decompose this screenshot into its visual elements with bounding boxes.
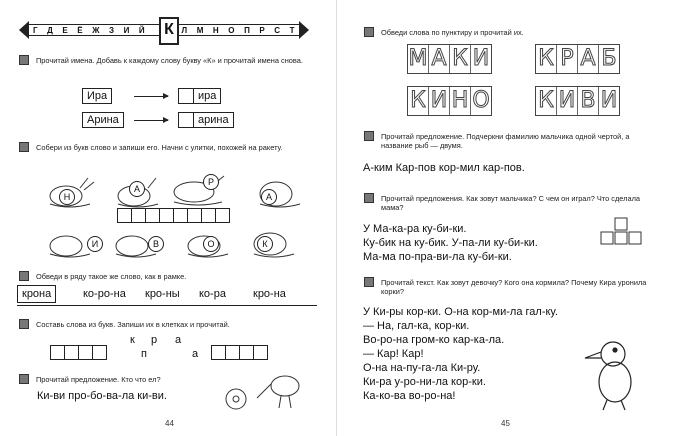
framed-word: крона <box>17 285 56 303</box>
task-text: Прочитай предложение. Подчеркни фамилию мальчика одной чертой, а название рыб — двумя. <box>381 132 630 150</box>
sentence: Ки-ви про-бо-ва-ла ки-ви. <box>37 390 167 402</box>
crow-icon <box>577 336 641 414</box>
word-target: арина <box>178 112 234 128</box>
letter: р <box>151 334 158 346</box>
highlighted-letter: К <box>159 17 179 45</box>
task-text: Обведи слова по пунктиру и прочитай их. <box>381 28 524 37</box>
answer-cells <box>211 345 267 360</box>
task-bullet-icon <box>364 193 374 203</box>
text-line: Ма-ма по-пра-ви-ла ку-би-ки. <box>363 251 512 263</box>
letter-cell[interactable] <box>92 345 107 360</box>
task-bullet-icon <box>19 142 29 152</box>
choice-word[interactable]: ко-ро-на <box>83 288 126 300</box>
task-bullet-icon <box>364 27 374 37</box>
answer-cells <box>50 345 106 360</box>
sentence: А-ким Кар-пов кор-мил кар-пов. <box>363 162 525 174</box>
letter-cell[interactable] <box>215 208 230 223</box>
task-text: Прочитай предложения. Как зовут мальчика? С чем он играл? Что сделала мама? <box>381 194 640 212</box>
text-line: — Кар! Кар! <box>363 348 424 360</box>
text-line: — На, гал-ка, кор-ки. <box>363 320 470 332</box>
alphabet-letter: Е <box>62 25 69 35</box>
letter: п <box>141 348 147 360</box>
letter-cell[interactable] <box>159 208 174 223</box>
letter-cell[interactable] <box>187 208 202 223</box>
word-source: Ира <box>82 88 112 104</box>
page-45 <box>337 0 674 436</box>
letter: а <box>192 348 199 360</box>
letter-cell[interactable] <box>179 113 194 127</box>
letter-cell[interactable] <box>145 208 160 223</box>
text-line: Ки-ра у-ро-ни-ла кор-ки. <box>363 376 486 388</box>
snail-letter: В <box>148 236 164 252</box>
choice-word[interactable]: кро-на <box>253 288 286 300</box>
divider <box>17 305 317 306</box>
dotted-word: К И В И <box>535 86 620 116</box>
dotted-word: К И Н О <box>407 86 492 116</box>
text-line: У Ма-ка-ра ку-би-ки. <box>363 223 467 235</box>
task-text: Составь слова из букв. Запиши их в клетках и прочитай. <box>36 320 230 329</box>
alphabet-strip <box>19 21 309 39</box>
task-text: Обведи в ряду такое же слово, как в рамке. <box>36 272 187 281</box>
snail-letter: Н <box>59 189 75 205</box>
snail-letter: К <box>257 236 273 252</box>
choice-word[interactable]: ко-ра <box>199 288 226 300</box>
text-line: О-на на-пу-га-ла Ки-ру. <box>363 362 481 374</box>
task-text: Прочитай имена. Добавь к каждому слову букву «К» и прочитай имена снова. <box>36 56 303 65</box>
arrow-icon <box>134 96 168 97</box>
task-bullet-icon <box>19 271 29 281</box>
alphabet-letter: Ж <box>92 25 100 35</box>
letter-cell[interactable] <box>78 345 93 360</box>
kiwi-bird-icon <box>255 368 305 412</box>
alphabet-letter: Ё <box>77 25 83 35</box>
text-line: Ка-ко-ва во-ро-на! <box>363 390 456 402</box>
alphabet-letter: О <box>228 25 235 35</box>
snail-letter: И <box>87 236 103 252</box>
snail-letter: Р <box>203 174 219 190</box>
task-bullet-icon <box>364 131 374 141</box>
alphabet-letter: С <box>274 25 281 35</box>
task-text: Прочитай предложение. Кто что ел? <box>36 375 161 384</box>
word-row <box>17 285 317 303</box>
text-line: У Ки-ры кор-ки. О-на кор-ми-ла гал-ку. <box>363 306 558 318</box>
text-line: Во-ро-на гром-ко кар-ка-ла. <box>363 334 505 346</box>
alphabet-letter: Г <box>33 25 38 35</box>
snail-letter: О <box>203 236 219 252</box>
task-bullet-icon <box>19 374 29 384</box>
alphabet-letter: Т <box>289 25 295 35</box>
alphabet-letter: М <box>196 25 204 35</box>
alphabet-letter: Н <box>212 25 219 35</box>
alphabet-letter: И <box>123 25 130 35</box>
snail-letter: А <box>261 189 277 205</box>
letter-cell[interactable] <box>50 345 65 360</box>
alphabet-letter: Л <box>181 25 188 35</box>
alphabet-letter: Р <box>259 25 266 35</box>
page-number: 45 <box>501 419 510 428</box>
alphabet-letter: П <box>244 25 251 35</box>
blocks-icon <box>599 214 645 250</box>
letter: к <box>130 334 135 346</box>
answer-cells <box>117 208 229 223</box>
letter-cell[interactable] <box>201 208 216 223</box>
letter-cell[interactable] <box>64 345 79 360</box>
letter: а <box>175 334 182 346</box>
task-bullet-icon <box>364 277 374 287</box>
letter-cell[interactable] <box>131 208 146 223</box>
letter-cell[interactable] <box>253 345 268 360</box>
letter-cell[interactable] <box>211 345 226 360</box>
alphabet-letter: З <box>109 25 115 35</box>
snail-letter: А <box>129 181 145 197</box>
letter-cell[interactable] <box>117 208 132 223</box>
text-line: Ку-бик на ку-бик. У-па-ли ку-би-ки. <box>363 237 538 249</box>
dotted-word: М А К И <box>407 44 492 74</box>
letter-cell[interactable] <box>173 208 188 223</box>
task-text: Прочитай текст. Как зовут девочку? Кого она кормила? Почему Кира уронила корки? <box>381 278 647 296</box>
kiwi-fruit-icon <box>221 382 251 412</box>
alphabet-letter: Й <box>138 25 145 35</box>
letter-cell[interactable] <box>225 345 240 360</box>
letter-cell[interactable] <box>239 345 254 360</box>
arrow-right-icon <box>299 21 309 39</box>
dotted-word: К Р А Б <box>535 44 620 74</box>
choice-word[interactable]: кро-ны <box>145 288 180 300</box>
task-bullet-icon <box>19 55 29 65</box>
alphabet-letter: Д <box>47 25 54 35</box>
word-target: ира <box>178 88 221 104</box>
page-number: 44 <box>165 419 174 428</box>
arrow-icon <box>134 120 168 121</box>
word-source: Арина <box>82 112 124 128</box>
task-text: Собери из букв слово и запиши его. Начни с улитки, похожей на ракету. <box>36 143 283 152</box>
letter-cell[interactable] <box>179 89 194 103</box>
task-bullet-icon <box>19 319 29 329</box>
